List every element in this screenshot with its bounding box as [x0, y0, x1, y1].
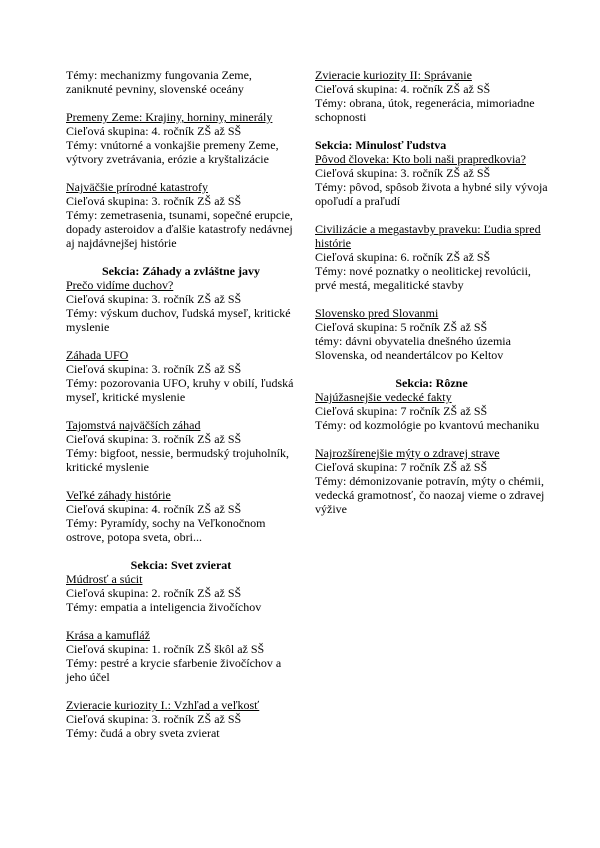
topic-block [66, 628, 296, 684]
item-text: Témy: výskum duchov, ľudská myseľ, kritické myslenie [66, 306, 291, 334]
item-title: Múdrosť a súcit [66, 572, 143, 586]
item-text: Cieľová skupina: 3. ročník ZŠ až SŠ [315, 166, 491, 180]
topic-block [66, 348, 296, 404]
topic-block [315, 68, 548, 124]
item-text: Cieľová skupina: 6. ročník ZŠ až SŠ [315, 250, 491, 264]
topic-block [66, 698, 296, 740]
item-text: témy: dávni obyvatelia dnešného územia Slovenska, od neandertálcov po Keltov [315, 334, 511, 362]
item-text: Cieľová skupina: 3. ročník ZŠ až SŠ [66, 712, 242, 726]
item-title: Tajomstvá najväčších záhad [66, 418, 201, 432]
column-left [66, 68, 296, 740]
item-text: Témy: čudá a obry sveta zvierat [66, 726, 220, 740]
item-text: Cieľová skupina: 3. ročník ZŠ až SŠ [66, 432, 242, 446]
item-title: Prečo vidíme duchov? [66, 278, 174, 292]
item-title: Krása a kamufláž [66, 628, 150, 642]
topic-block [66, 488, 296, 544]
topic-block [66, 264, 296, 334]
item-text: Cieľová skupina: 2. ročník ZŠ až SŠ [66, 586, 242, 600]
item-text: Cieľová skupina: 4. ročník ZŠ až SŠ [66, 502, 242, 516]
section-heading: Sekcia: Svet zvierat [130, 558, 232, 572]
section-heading: Sekcia: Záhady a zvláštne javy [101, 264, 260, 278]
section-heading: Sekcia: Minulosť ľudstva [315, 138, 447, 152]
section-heading: Sekcia: Rôzne [395, 376, 468, 390]
topic-block [315, 222, 548, 292]
topic-block [66, 418, 296, 474]
topic-block [315, 446, 548, 516]
item-text: Cieľová skupina: 1. ročník ZŠ škôl až SŠ [66, 642, 265, 656]
item-text: Témy: od kozmológie po kvantovú mechaniku [315, 418, 540, 432]
item-text: Témy: Pyramídy, sochy na Veľkonočnom ostrove, potopa sveta, obri... [66, 516, 266, 544]
topic-block [66, 110, 296, 166]
topic-block [66, 68, 296, 96]
item-text: Cieľová skupina: 4. ročník ZŠ až SŠ [315, 82, 491, 96]
item-title: Zvieracie kuriozity I.: Vzhľad a veľkosť [66, 698, 260, 712]
item-text: Témy: obrana, útok, regenerácia, mimoriadne schopnosti [315, 96, 535, 124]
item-text: Cieľová skupina: 4. ročník ZŠ až SŠ [66, 124, 242, 138]
topic-block [315, 138, 548, 208]
item-text: Témy: bigfoot, nessie, bermudský trojuholník, kritické myslenie [66, 446, 289, 474]
item-title: Záhada UFO [66, 348, 129, 362]
item-title: Najúžasnejšie vedecké fakty [315, 390, 452, 404]
item-text: Témy: mechanizmy fungovania Zeme, zaniknuté pevniny, slovenské oceány [66, 68, 252, 96]
item-title: Civilizácie a megastavby praveku: Ľudia spred histórie [315, 222, 541, 250]
item-title: Zvieracie kuriozity II: Správanie [315, 68, 472, 82]
item-text: Témy: pozorovania UFO, kruhy v obilí, ľudská myseľ, kritické myslenie [66, 376, 294, 404]
topic-block [315, 376, 548, 432]
item-text: Témy: nové poznatky o neolitickej revolúcii, prvé mestá, megalitické stavby [315, 264, 531, 292]
item-text: Témy: démonizovanie potravín, mýty o chémii, vedecká gramotnosť, čo naozaj vieme o zdravej výžive [315, 474, 545, 516]
item-text: Cieľová skupina: 5 ročník ZŠ až SŠ [315, 320, 488, 334]
topic-block [315, 306, 548, 362]
item-text: Cieľová skupina: 3. ročník ZŠ až SŠ [66, 362, 242, 376]
item-text: Témy: vnútorné a vonkajšie premeny Zeme, výtvory zvetrávania, erózie a kryštalizácie [66, 138, 279, 166]
item-title: Pôvod človeka: Kto boli naši prapredkovia? [315, 152, 526, 166]
topic-block [66, 558, 296, 614]
item-title: Najrozšírenejšie mýty o zdravej strave [315, 446, 500, 460]
item-text: Témy: pôvod, spôsob života a hybné sily vývoja opoľudí a praľudí [315, 180, 548, 208]
item-title: Najväčšie prírodné katastrofy [66, 180, 208, 194]
item-text: Cieľová skupina: 7 ročník ZŠ až SŠ [315, 404, 488, 418]
item-text: Témy: pestré a krycie sfarbenie živočíchov a jeho účel [66, 656, 282, 684]
item-text: Cieľová skupina: 7 ročník ZŠ až SŠ [315, 460, 488, 474]
item-text: Témy: zemetrasenia, tsunami, sopečné erupcie, dopady asteroidov a ďalšie katastrofy nedávnej aj najdávnejšej histórie [66, 208, 293, 250]
column-right [315, 68, 548, 516]
item-text: Cieľová skupina: 3. ročník ZŠ až SŠ [66, 292, 242, 306]
item-text: Témy: empatia a inteligencia živočíchov [66, 600, 262, 614]
topic-block [66, 180, 296, 250]
item-title: Veľké záhady histórie [66, 488, 171, 502]
item-title: Premeny Zeme: Krajiny, horniny, minerály [66, 110, 273, 124]
item-title: Slovensko pred Slovanmi [315, 306, 439, 320]
item-text: Cieľová skupina: 3. ročník ZŠ až SŠ [66, 194, 242, 208]
